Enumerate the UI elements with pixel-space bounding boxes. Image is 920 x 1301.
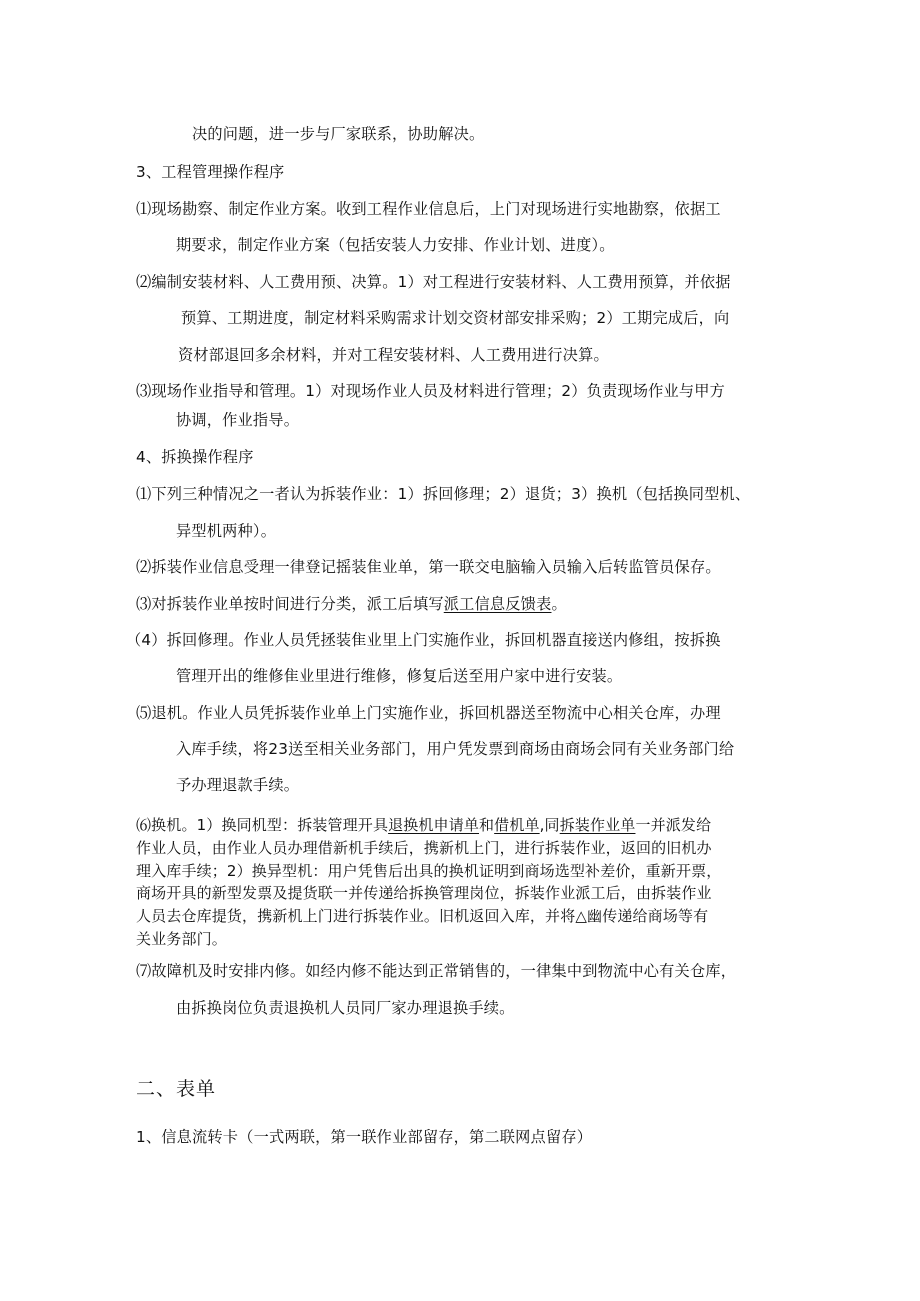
paragraph-line: 预算、工期进度，制定材料采购需求计划交资材部安排采购；2）工期完成后，向 — [181, 309, 730, 327]
paragraph-line: ⑴下列三种情况之一者认为拆装作业：1）拆回修理；2）退货；3）换机（包括换同型机、 — [136, 485, 751, 503]
paragraph-line: 关业务部门。 — [136, 930, 227, 948]
paragraph-line: 期要求，制定作业方案（包括安装人力安排、作业计划、进度）。 — [176, 236, 615, 254]
text-segment: ⑹换机。1）换同机型：拆装管理开具 — [136, 816, 389, 834]
text-segment: ⑶对拆装作业单按时间进行分类，派工后填写 — [136, 595, 444, 613]
section-heading: 4、拆换操作程序 — [136, 448, 254, 466]
paragraph-line: 异型机两种）。 — [176, 522, 277, 540]
form-link-return-exchange-request: 退换机申请单 — [388, 816, 480, 834]
paragraph-line: 作业人员，由作业人员办理借新机手续后，携新机上门，进行拆装作业，返回的旧机办 — [136, 839, 712, 857]
text-segment: 和 — [479, 816, 495, 834]
text-segment: 一并派发给 — [635, 816, 712, 834]
paragraph-line: 由拆换岗位负责退换机人员同厂家办理退换手续。 — [176, 999, 515, 1017]
paragraph-line: 商场开具的新型发票及提货联一并传递给拆换管理岗位，拆装作业派工后，由拆装作业 — [136, 884, 712, 902]
form-link-install-work-order: 拆装作业单 — [559, 816, 636, 834]
part-heading: 二、表单 — [136, 1078, 217, 1100]
paragraph-line: ⑵编制安装材料、人工费用预、决算。1）对工程进行安装材料、人工费用预算，并依据 — [136, 273, 731, 291]
paragraph-line — [136, 594, 567, 614]
paragraph-line — [136, 816, 711, 834]
paragraph-line: 协调，作业指导。 — [176, 411, 300, 429]
form-link-loan-machine: 借机单 — [494, 816, 540, 834]
paragraph-line: 资材部退回多余材料，并对工程安装材料、人工费用进行决算。 — [178, 346, 609, 364]
text-segment: 。 — [551, 595, 567, 613]
paragraph-line: ⑶现场作业指导和管理。1）对现场作业人员及材料进行管理；2）负责现场作业与甲方 — [136, 382, 726, 400]
section-heading: 3、工程管理操作程序 — [136, 163, 285, 181]
paragraph-line: 决的问题，进一步与厂家联系，协助解决。 — [192, 125, 485, 143]
paragraph-line: 理入库手续；2）换异型机：用户凭售后出具的换机证明到商场选型补差价，重新开票， — [136, 862, 722, 880]
paragraph-line: 入库手续，将23送至相关业务部门，用户凭发票到商场由商场会同有关业务部门给 — [176, 740, 735, 758]
paragraph-line: ⑴现场勘察、制定作业方案。收到工程作业信息后，上门对现场进行实地勘察，依据工 — [136, 200, 721, 218]
paragraph-line: 人员去仓库提货，携新机上门进行拆装作业。旧机返回入库，并将△幽传递给商场等有 — [136, 907, 709, 925]
form-item-title: 1、信息流转卡（一式两联，第一联作业部留存，第二联网点留存） — [136, 1128, 593, 1146]
paragraph-line: ⑺故障机及时安排内修。如经内修不能达到正常销售的，一律集中到物流中心有关仓库， — [136, 962, 737, 980]
paragraph-line: 予办理退款手续。 — [176, 776, 300, 794]
paragraph-line: ⑸退机。作业人员凭拆装作业单上门实施作业，拆回机器送至物流中心相关仓库，办理 — [136, 704, 721, 722]
paragraph-line: （4）拆回修理。作业人员凭拯装隹业里上门实施作业，拆回机器直接送内修组，按拆换 — [126, 631, 721, 649]
text-segment: ,同 — [539, 816, 560, 834]
paragraph-line: ⑵拆装作业信息受理一律登记摇装隹业单，第一联交电脑输入员输入后转监管员保存。 — [136, 558, 721, 576]
form-link-dispatch-feedback: 派工信息反馈表 — [443, 595, 552, 613]
paragraph-line: 管理开出的维修隹业里进行维修，修复后送至用户家中进行安装。 — [176, 667, 623, 685]
